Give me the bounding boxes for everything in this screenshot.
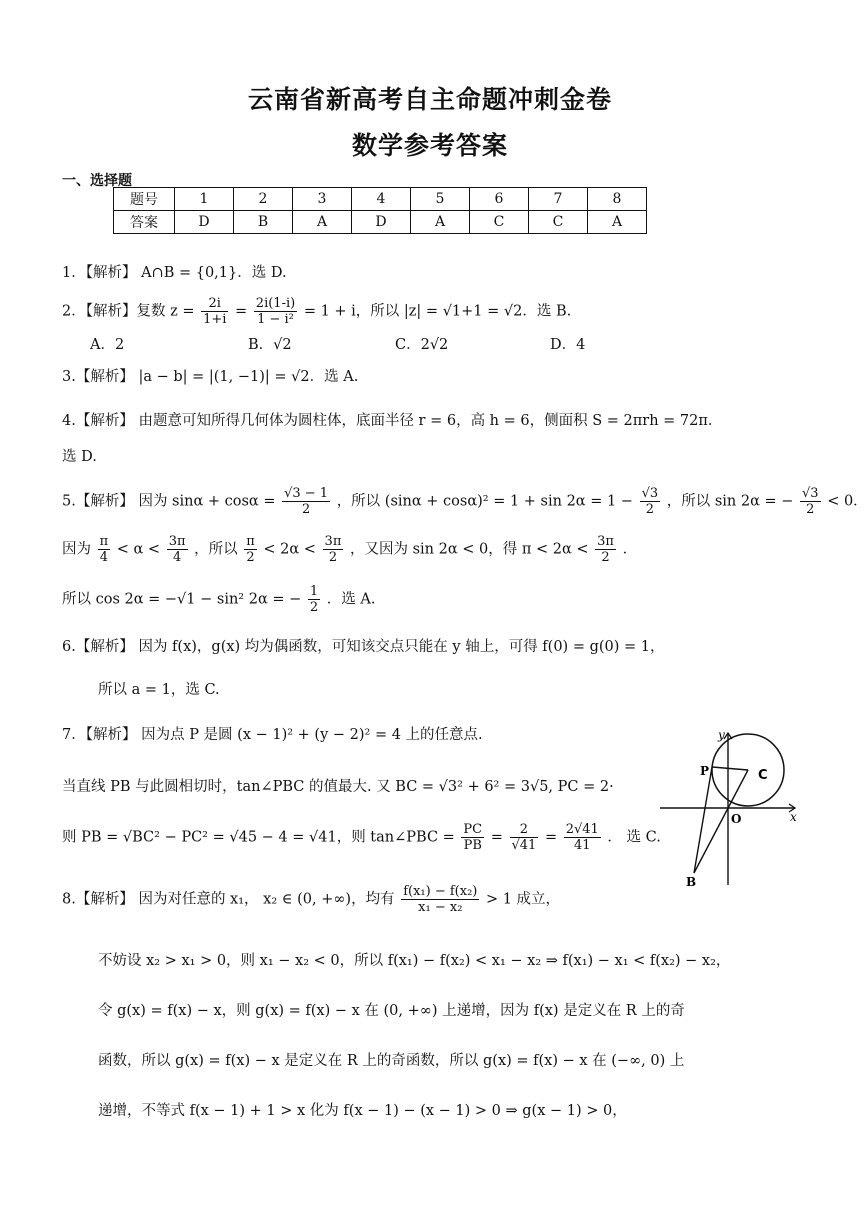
solution-q2 <box>62 296 571 327</box>
table-cell: A <box>588 211 647 234</box>
q2-fraction-2 <box>254 296 297 327</box>
fraction-numerator: 2i <box>201 296 228 312</box>
table-cell: 3 <box>293 188 352 211</box>
line-pc <box>712 767 748 770</box>
q7-fraction <box>564 822 601 853</box>
solution-q5-line1 <box>62 486 868 517</box>
solution-q8-line5: 递增，不等式 f(x − 1) + 1 > x 化为 f(x − 1) − (x − 1) > 0 ⇒ g(x − 1) > 0， <box>98 1103 627 1119</box>
solution-q6-line1: 6.【解析】 因为 f(x)，g(x) 均为偶函数，可知该交点只能在 y 轴上，可得 f(0) = g(0) = 1， <box>62 639 665 655</box>
fraction-numerator: π <box>99 534 109 549</box>
fraction-numerator: 2i(1-i) <box>255 296 296 311</box>
fraction-denominator: 41 <box>573 838 591 853</box>
table-cell: C <box>529 211 588 234</box>
q5-fraction <box>308 584 320 615</box>
q5-fraction <box>800 486 821 517</box>
q2-text-b: = 1 + i，所以 |z| = √1+1 = √2．选 B. <box>303 303 572 320</box>
table-cell: 5 <box>411 188 470 211</box>
q7-text: 则 PB = √BC² − PC² = √45 − 4 = √41，则 tan∠PBC = <box>62 829 455 846</box>
answer-table <box>113 187 647 234</box>
solution-q3: 3.【解析】 |a − b| = |(1, −1)| = √2．选 A. <box>62 369 359 385</box>
q8-text: > 1 成立， <box>485 891 561 908</box>
solution-q8-line1 <box>62 884 560 915</box>
label-p: P <box>700 764 710 778</box>
q8-fraction <box>401 884 479 915</box>
q5-text: ．选 A. <box>326 591 376 608</box>
fraction-denominator: x₁ − x₂ <box>418 900 463 915</box>
fraction-denominator: 2 <box>309 600 319 615</box>
solution-q1: 1．【解析】 A∩B = {0,1}．选 D. <box>62 265 287 281</box>
option-a: A．2 <box>90 337 125 353</box>
q7-text: = <box>490 829 503 846</box>
table-cell: 8 <box>588 188 647 211</box>
q5-text: ． <box>622 541 638 558</box>
solution-q5-line3 <box>62 584 375 615</box>
fraction-numerator: 2 <box>510 822 539 838</box>
fraction-denominator: 4 <box>99 550 109 565</box>
q5-text: < 2α < <box>263 541 316 558</box>
table-cell: 6 <box>470 188 529 211</box>
q2-equals: = <box>235 303 248 320</box>
q5-fraction <box>595 534 616 565</box>
table-cell: 7 <box>529 188 588 211</box>
fraction-denominator: 2 <box>301 502 311 517</box>
table-cell: D <box>175 211 234 234</box>
label-o: O <box>731 812 742 826</box>
fraction-numerator: PC <box>463 822 483 837</box>
fraction-numerator: f(x₁) − f(x₂) <box>403 884 478 899</box>
table-cell: A <box>293 211 352 234</box>
table-cell: 4 <box>352 188 411 211</box>
fraction-numerator: 3π <box>597 534 614 549</box>
solution-q7-line3 <box>62 822 661 853</box>
label-b: B <box>686 875 697 889</box>
fraction-denominator: 1+i <box>203 312 227 327</box>
fraction-denominator: √41 <box>511 838 537 853</box>
fraction-denominator: 2 <box>806 502 815 517</box>
fraction-numerator: 3π <box>168 534 186 549</box>
q5-text: < 0． <box>827 493 868 510</box>
fraction-denominator: 2 <box>328 550 338 565</box>
fraction-denominator: 2 <box>246 550 255 565</box>
q5-text: ，所以 <box>194 541 238 558</box>
q2-text-a: 2．【解析】复数 z = <box>62 303 195 320</box>
table-row-answers <box>114 211 647 234</box>
q5-text: 5.【解析】 因为 sinα + cosα = <box>62 493 276 510</box>
table-header-cell: 答案 <box>114 211 175 234</box>
solution-q8-line4: 函数，所以 g(x) = f(x) − x 是定义在 R 上的奇函数，所以 g(x) = f(x) − x 在 (−∞, 0) 上 <box>98 1053 685 1069</box>
q5-fraction <box>282 486 330 517</box>
fraction-numerator: π <box>246 534 255 549</box>
q2-fraction-1 <box>201 296 228 327</box>
q7-fraction <box>461 822 484 853</box>
table-cell: C <box>470 211 529 234</box>
table-cell: A <box>411 211 470 234</box>
solution-q4-line1: 4.【解析】 由题意可知所得几何体为圆柱体，底面半径 r = 6，高 h = 6，侧面积 S = 2πrh = 72π． <box>62 413 723 429</box>
solution-q7-line2: 当直线 PB 与此圆相切时，tan∠PBC 的值最大. 又 BC = √3² + 6² = 3√5, PC = 2· <box>62 779 614 795</box>
label-x: x <box>790 810 797 824</box>
q8-text: 8.【解析】 因为对任意的 x₁， x₂ ∈ (0, +∞)，均有 <box>62 891 395 908</box>
solution-q5-line2 <box>62 534 637 565</box>
option-c: C．2√2 <box>395 337 449 353</box>
solution-q4-line2: 选 D. <box>62 449 97 465</box>
q5-text: ，所以 sin 2α = − <box>666 493 794 510</box>
option-b: B．√2 <box>248 337 292 353</box>
fraction-numerator: 1 <box>309 584 319 599</box>
q5-fraction <box>323 534 344 565</box>
table-header-cell: 题号 <box>114 188 175 211</box>
q5-text: ，所以 (sinα + cosα)² = 1 + sin 2α = 1 − <box>336 493 633 510</box>
fraction-denominator: 2 <box>601 550 610 565</box>
q5-text: < α < <box>116 541 161 558</box>
q5-fraction <box>244 534 257 565</box>
table-cell: D <box>352 211 411 234</box>
fraction-denominator: 1 − i² <box>257 312 294 327</box>
q7-text: ． 选 C. <box>607 829 661 846</box>
solution-q8-line2: 不妨设 x₂ > x₁ > 0，则 x₁ − x₂ < 0，所以 f(x₁) − f(x₂) < x₁ − x₂ ⇒ f(x₁) − x₁ < f(x₂) − x₂， <box>98 953 731 969</box>
fraction-denominator: PB <box>463 838 482 853</box>
table-cell: 2 <box>234 188 293 211</box>
fraction-numerator: √3 <box>802 486 819 501</box>
circle-tangent-figure <box>660 725 810 890</box>
q5-text: ，又因为 sin 2α < 0，得 π < 2α < <box>349 541 589 558</box>
fraction-numerator: √3 − 1 <box>284 486 329 501</box>
solution-q7-line1: 7．【解析】 因为点 P 是圆 (x − 1)² + (y − 2)² = 4 上的任意点. <box>62 727 483 743</box>
section-heading-choice: 一、选择题 <box>62 173 132 189</box>
fraction-numerator: 2√41 <box>565 822 599 837</box>
q5-text: 所以 cos 2α = −√1 − sin² 2α = − <box>62 591 302 608</box>
fraction-denominator: 2 <box>645 502 654 517</box>
q5-fraction <box>640 486 661 517</box>
q5-text: 因为 <box>62 541 91 558</box>
q7-text: = <box>544 829 558 846</box>
q7-fraction <box>510 822 539 853</box>
table-cell: 1 <box>175 188 234 211</box>
solution-q8-line3: 令 g(x) = f(x) − x，则 g(x) = f(x) − x 在 (0, +∞) 上递增，因为 f(x) 是定义在 R 上的奇 <box>98 1003 685 1019</box>
table-row-numbers <box>114 188 647 211</box>
q5-fraction <box>98 534 111 565</box>
option-d: D．4 <box>550 337 586 353</box>
solution-q6-line2: 所以 a = 1，选 C. <box>98 682 220 698</box>
table-cell: B <box>234 211 293 234</box>
label-c: C <box>758 768 768 783</box>
q5-fraction <box>167 534 188 565</box>
fraction-denominator: 4 <box>172 550 182 565</box>
fraction-numerator: √3 <box>641 486 659 501</box>
label-y: y <box>718 728 725 742</box>
page-subtitle: 数学参考答案 <box>351 131 508 160</box>
fraction-numerator: 3π <box>324 534 342 549</box>
page-title: 云南省新高考自主命题冲刺金卷 <box>247 85 612 114</box>
